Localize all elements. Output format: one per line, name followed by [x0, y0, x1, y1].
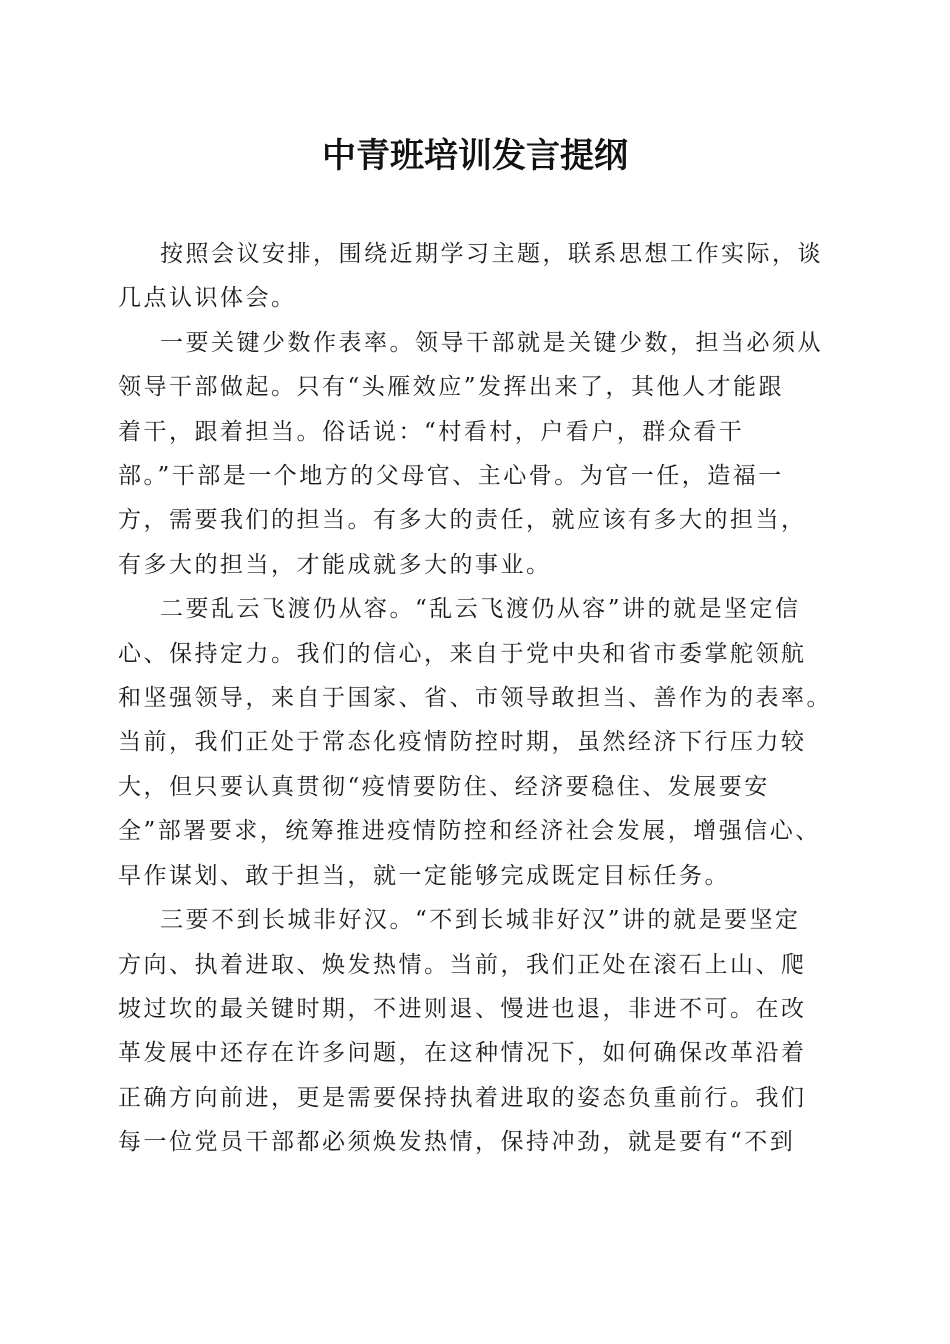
paragraph-line: 按照会议安排，围绕近期学习主题，联系思想工作实际，谈	[160, 241, 823, 267]
paragraph-line: 部。”干部是一个地方的父母官、主心骨。为官一任，造福一	[118, 463, 784, 490]
paragraph-line: 和坚强领导，来自于国家、省、市领导敢担当、善作为的表率。	[118, 685, 832, 712]
paragraph-line: 心、保持定力。我们的信心，来自于党中央和省市委掌舵领航	[118, 640, 807, 667]
paragraph-line: 大，但只要认真贯彻“疫情要防住、经济要稳住、发展要安	[118, 773, 770, 800]
paragraph-line: 当前，我们正处于常态化疫情防控时期，虽然经济下行压力较	[118, 729, 807, 756]
paragraph-line: 早作谋划、敢于担当，就一定能够完成既定目标任务。	[118, 862, 730, 889]
paragraph-line: 正确方向前进，更是需要保持执着进取的姿态负重前行。我们	[118, 1084, 807, 1111]
paragraph-line: 着干，跟着担当。俗话说：“村看村，户看户，群众看干	[118, 418, 745, 445]
paragraph-line: 三要不到长城非好汉。“不到长城非好汉”讲的就是要坚定	[160, 907, 801, 934]
paragraph-line: 革发展中还存在许多问题，在这种情况下，如何确保改革沿着	[118, 1040, 807, 1067]
paragraph-line: 方向、执着进取、焕发热情。当前，我们正处在滚石上山、爬	[118, 951, 807, 978]
paragraph-line: 有多大的担当，才能成就多大的事业。	[118, 551, 552, 578]
document-body	[118, 232, 838, 1165]
paragraph-line: 全”部署要求，统筹推进疫情防控和经济社会发展，增强信心、	[118, 818, 821, 845]
paragraph-line: 二要乱云飞渡仍从容。“乱云飞渡仍从容”讲的就是坚定信	[160, 596, 801, 623]
paragraph-line: 一要关键少数作表率。领导干部就是关键少数，担当必须从	[160, 329, 823, 356]
paragraph-line: 领导干部做起。只有“头雁效应”发挥出来了，其他人才能跟	[118, 374, 785, 401]
paragraph-line: 每一位党员干部都必须焕发热情，保持冲劲，就是要有“不到	[118, 1129, 796, 1156]
paragraph-line: 几点认识体会。	[118, 285, 297, 312]
paragraph-line: 方，需要我们的担当。有多大的责任，就应该有多大的担当，	[118, 507, 807, 534]
document-title: 中青班培训发言提纲	[322, 136, 628, 176]
paragraph-line: 坡过坎的最关键时期，不进则退、慢进也退，非进不可。在改	[118, 995, 807, 1022]
